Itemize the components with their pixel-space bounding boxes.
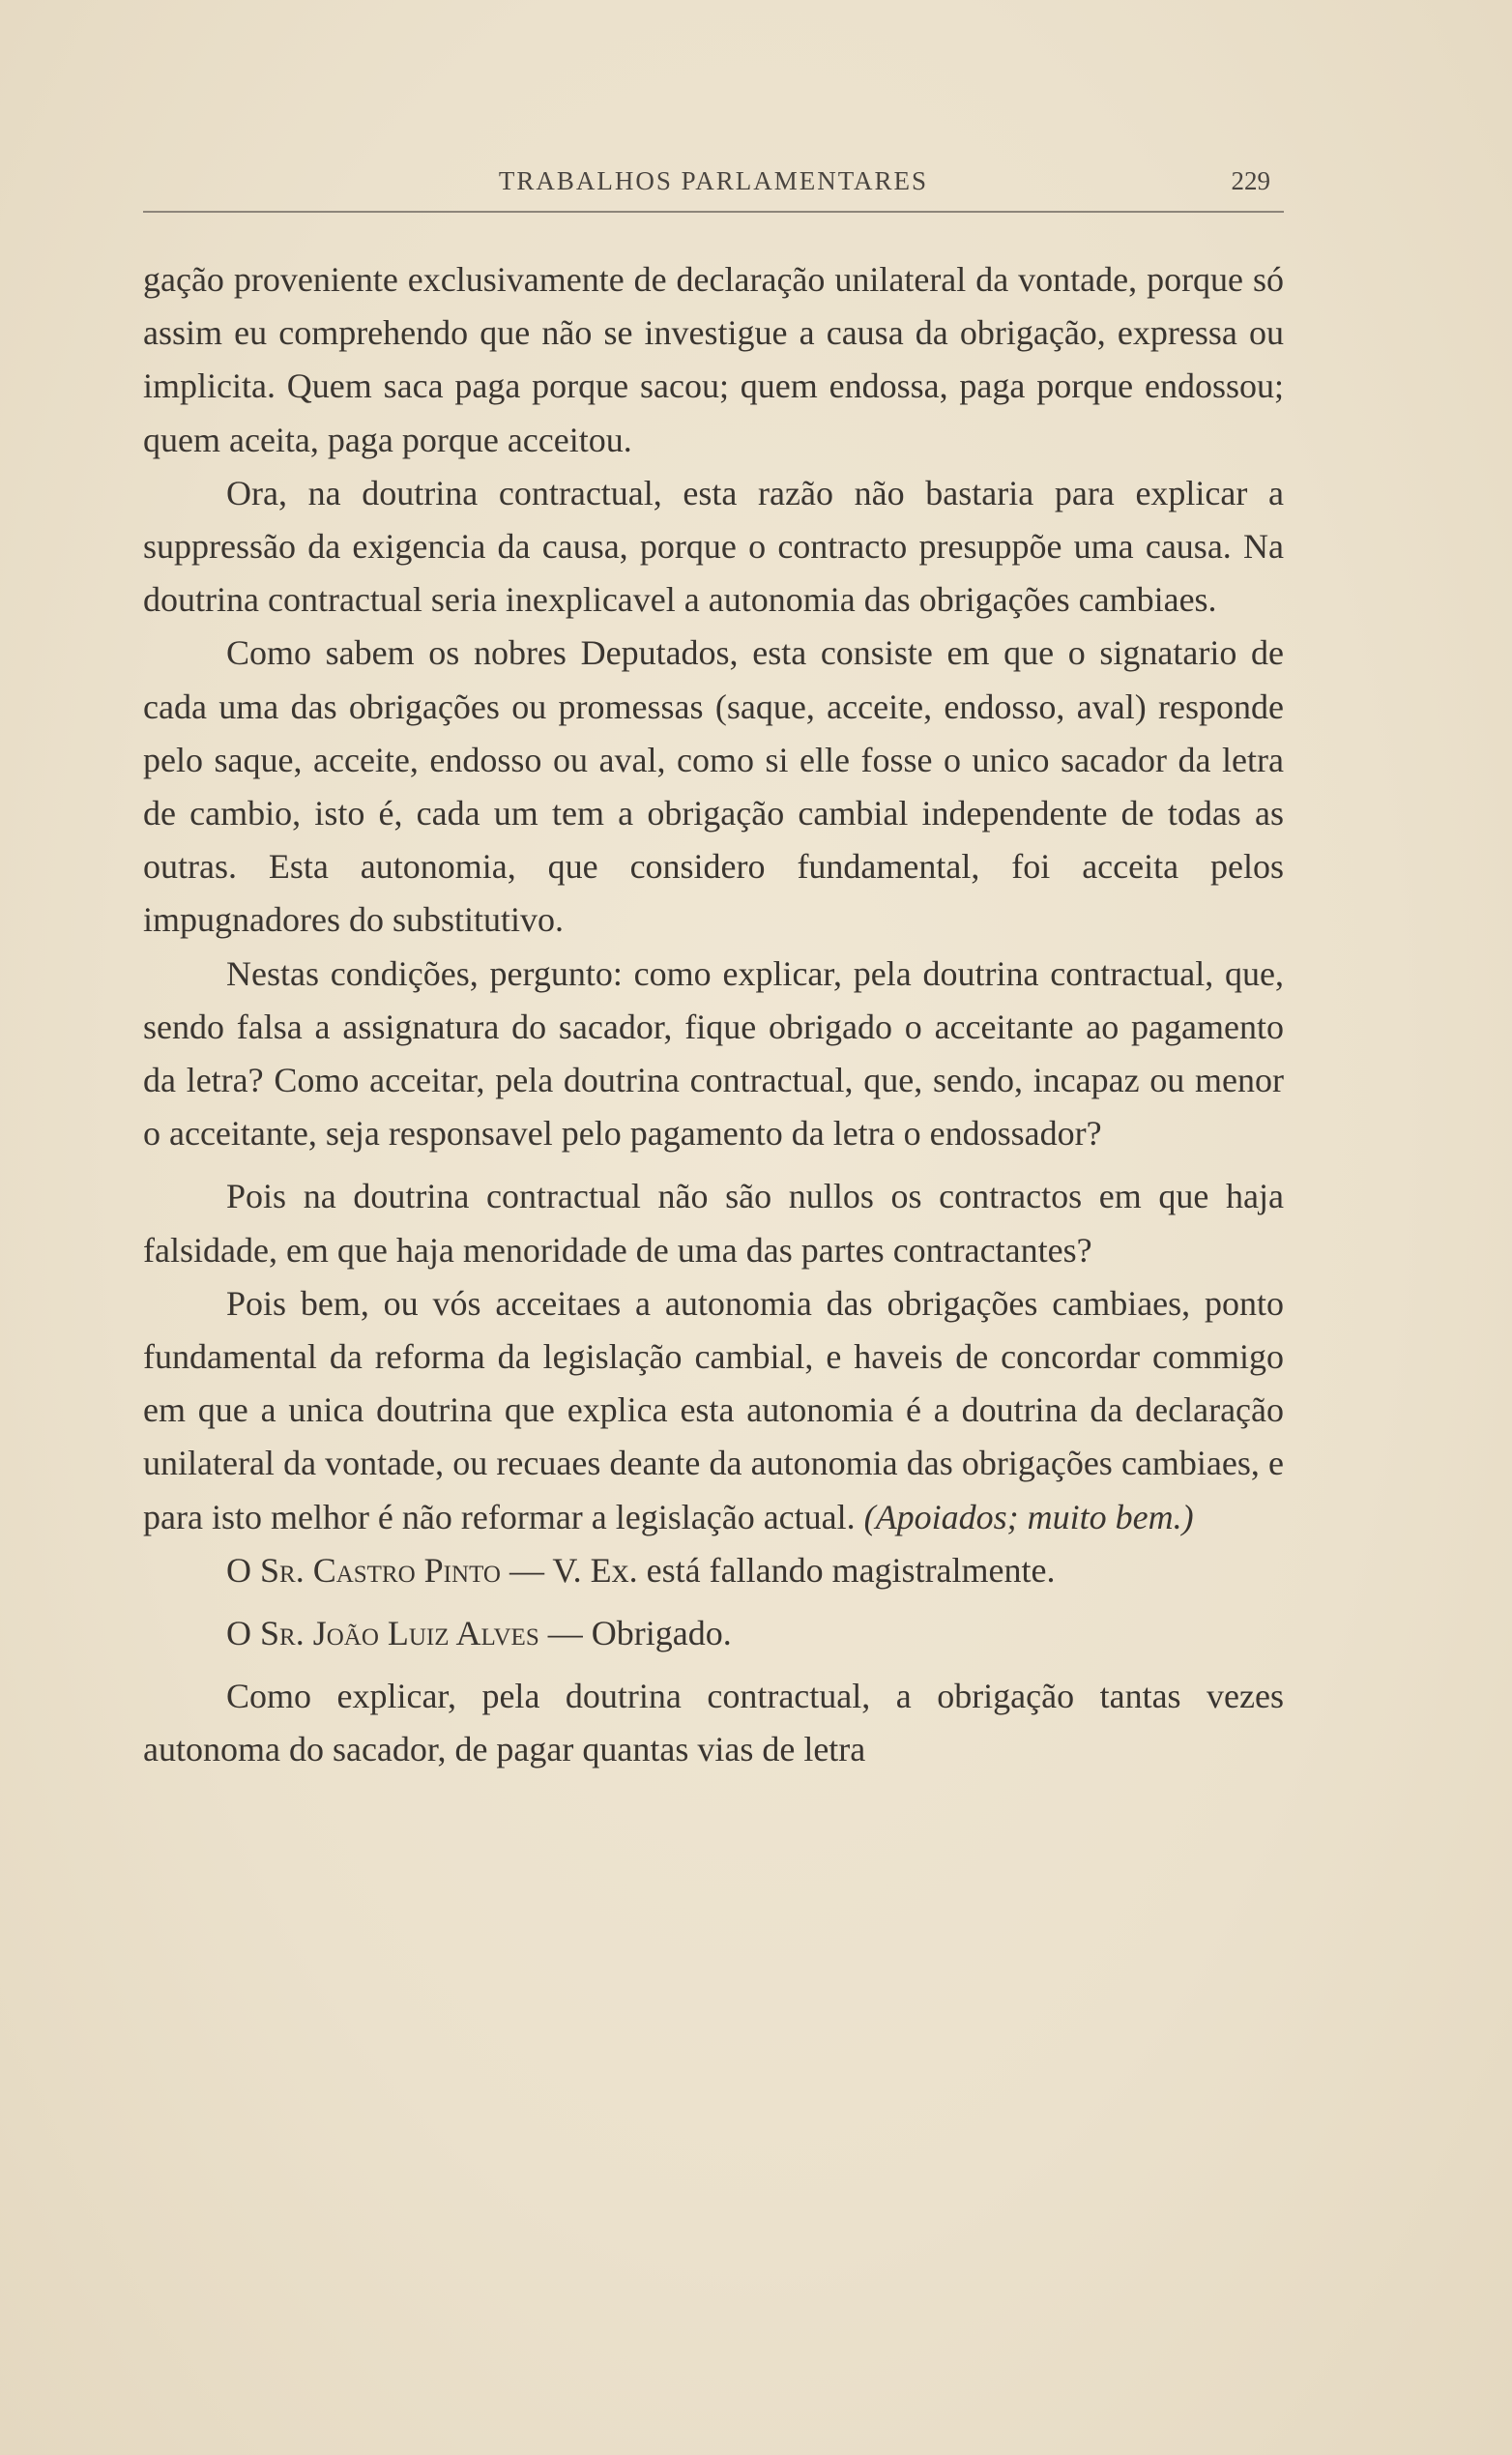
paragraph-text: gação proveniente exclusivamente de declaração unilateral da vontade, porque só assim eu comprehendo que não se investigue a causa da obrigação, expressa ou implicita. Quem saca paga porque sacou; quem endossa, paga porque endossou; quem aceita, paga porque acceitou. bbox=[143, 260, 1284, 459]
paragraph-text: Nestas condições, pergunto: como explicar, pela doutrina contractual, que, sendo falsa a assignatura do sacador, fique obrigado o acceitante ao pagamento da letra? Como acceitar, pela doutrina contractual, que, sendo, incapaz ou menor o acceitante, seja responsavel pelo pagamento da letra o endossador? bbox=[143, 953, 1284, 1154]
paragraph-6 bbox=[143, 1277, 1284, 1544]
paragraph-text: Como explicar, pela doutrina contractual, a obrigação tantas vezes autonoma do sacador, de pagar quantas vias de letra bbox=[143, 1677, 1284, 1769]
running-title: TRABALHOS PARLAMENTARES bbox=[498, 166, 929, 195]
paragraph-1 bbox=[143, 253, 1284, 467]
speech-text: Obrigado. bbox=[591, 1614, 732, 1653]
page-number: 229 bbox=[1231, 166, 1270, 195]
paragraph-text: Pois bem, ou vós acceitaes a autonomia das obrigações cambiaes, ponto fundamental da reforma da legislação cambial, e haveis de concordar commigo em que a unica doutrina que explica esta autonomia é a doutrina da declaração unilateral da vontade, ou recuaes deante da autonomia das obrigações cambiaes, e para isto melhor é não reformar a legislação actual. bbox=[143, 1283, 1284, 1536]
speaker-name: O Sr. Castro Pinto bbox=[226, 1550, 501, 1590]
running-header bbox=[143, 164, 1284, 213]
paragraph-2 bbox=[143, 467, 1284, 628]
speaker-line-1 bbox=[143, 1544, 1284, 1597]
applause-aside: (Apoiados; muito bem.) bbox=[863, 1497, 1194, 1536]
speaker-name: O Sr. João Luiz Alves bbox=[226, 1614, 539, 1653]
speech-text: V. Ex. está fallando magistralmente. bbox=[552, 1550, 1056, 1590]
speaker-dash: — bbox=[538, 1614, 592, 1653]
paragraph-text: Ora, na doutrina contractual, esta razão não bastaria para explicar a suppressão da exigencia da causa, porque o contracto presuppõe uma causa. Na doutrina contractual seria inexplicavel a autonomia das obrigações cambiaes. bbox=[143, 473, 1284, 620]
paragraph-text: Como sabem os nobres Deputados, esta consiste em que o signatario de cada uma das obrigações ou promessas (saque, acceite, endosso, aval) responde pelo saque, acceite, endosso ou aval, como si elle fosse o unico sacador da letra de cambio, isto é, cada um tem a obrigação cambial independente de todas as outras. Esta autonomia, que considero fundamental, foi acceita pelos impugnadores do substitutivo. bbox=[143, 633, 1284, 940]
body-text bbox=[143, 253, 1284, 1777]
speaker-dash: — bbox=[500, 1550, 553, 1590]
paragraph-9 bbox=[143, 1670, 1284, 1776]
paragraph-4 bbox=[143, 948, 1284, 1161]
speaker-line-2 bbox=[143, 1607, 1284, 1660]
paragraph-3 bbox=[143, 627, 1284, 947]
paragraph-text: Pois na doutrina contractual não são nullos os contractos em que haja falsidade, em que haja menoridade de uma das partes contractantes? bbox=[143, 1177, 1284, 1270]
paragraph-5 bbox=[143, 1170, 1284, 1276]
